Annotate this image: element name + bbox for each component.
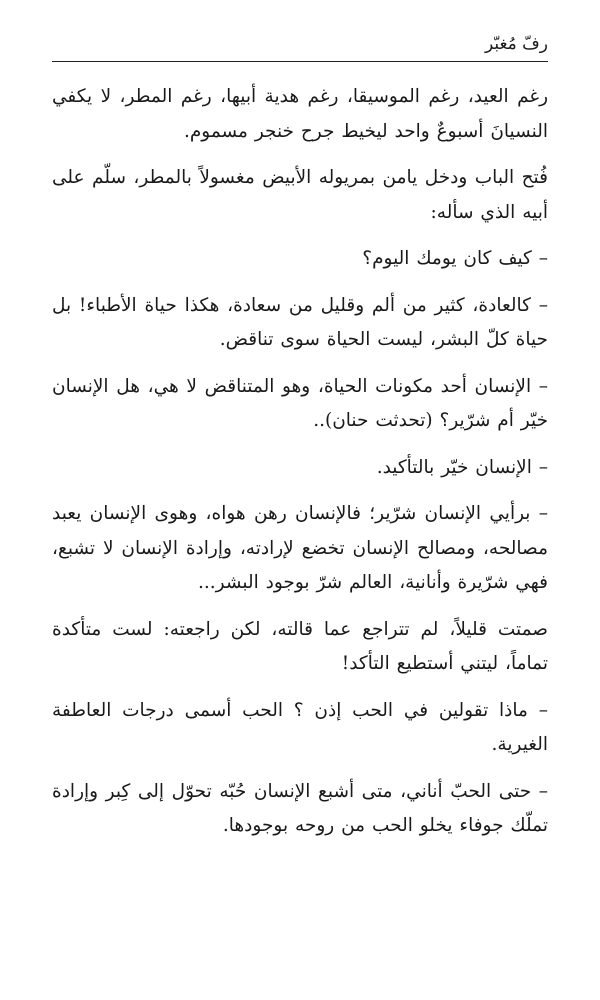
- paragraph-4: – كالعادة، كثير من ألم وقليل من سعادة، هكذا حياة الأطباء! بل حياة كلّ البشر، ليست الحياة سوى تناقض.: [52, 294, 548, 350]
- paragraph-6: – الإنسان خيّر بالتأكيد.: [376, 456, 548, 478]
- paragraph-10: – حتى الحبّ أناني، متى أشبع الإنسان حُبّه تحوّل إلى كِبر وإرادة تملّك جوفاء يخلو الحب من روحه بوجودها.: [52, 780, 548, 836]
- paragraph-5: – الإنسان أحد مكونات الحياة، وهو المتناقض لا هي، هل الإنسان خيّر أم شرّير؟ (تحدثت حنان)..: [52, 375, 548, 431]
- body-text: [52, 80, 548, 844]
- paragraph-3: – كيف كان يومك اليوم؟: [362, 248, 548, 269]
- paragraph-9: – ماذا تقولين في الحب إذن ؟ الحب أسمى درجات العاطفة الغيرية.: [52, 699, 548, 755]
- paragraph-1: رغم العيد، رغم الموسيقا، رغم هدية أبيها، رغم المطر، لا يكفي النسيانَ أسبوعٌ واحد ليخيط جرح خنجر مسموم.: [52, 86, 548, 142]
- paragraph-7: – برأيي الإنسان شرّير؛ فالإنسان رهن هواه، وهوى الإنسان يعبد مصالحه، ومصالح الإنسان تخضع لإرادته، وإرادة الإنسان لا تشبع، فهي شرّيرة وأنانية، العالم شرّ بوجود البشر...: [52, 503, 548, 593]
- paragraph-2: فُتح الباب ودخل يامن بمريوله الأبيض مغسولاً بالمطر، سلّم على أبيه الذي سأله:: [52, 167, 548, 223]
- running-header: [52, 28, 548, 62]
- paragraph-8: صمتت قليلاً، لم تتراجع عما قالته، لكن راجعته: لست متأكدة تماماً، ليتني أستطيع التأكد!: [52, 618, 548, 674]
- running-header-title: رفّ مُغبّر: [484, 34, 548, 54]
- book-page: [52, 28, 548, 978]
